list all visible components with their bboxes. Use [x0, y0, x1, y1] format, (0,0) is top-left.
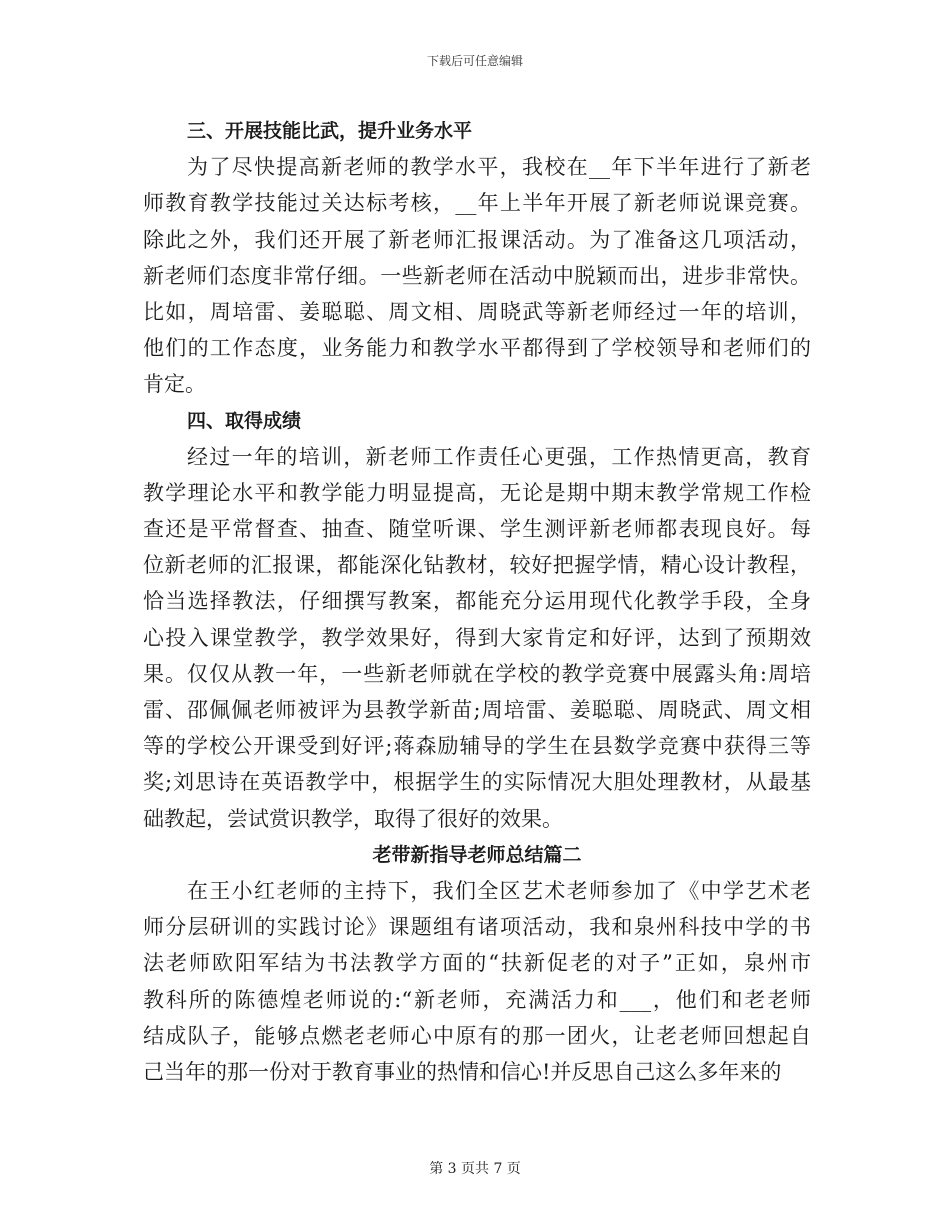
paragraph-line: 位新老师的汇报课，都能深化钻教材，较好把握学情，精心设计教程，	[143, 553, 811, 578]
paragraph-line: 他们的工作态度，业务能力和教学水平都得到了学校领导和老师们的	[143, 336, 811, 361]
section-heading	[143, 113, 811, 149]
paragraph-line: 除此之外，我们还开展了新老师汇报课活动。为了准备这几项活动，	[143, 227, 811, 252]
paragraph	[143, 873, 811, 1090]
paragraph-line: 肯定。	[143, 372, 206, 397]
paragraph-line: 果。仅仅从教一年，一些新老师就在学校的教学竞赛中展露头角:周培	[143, 661, 811, 686]
paragraph-line: 雷、邵佩佩老师被评为县教学新苗;周培雷、姜聪聪、周晓武、周文相	[143, 698, 811, 722]
paragraph-line: 结成队子，能够点燃老老师心中原有的那一团火，让老老师回想起自	[143, 1023, 811, 1048]
subtitle-text: 老带新指导老师总结篇二	[372, 843, 582, 866]
paragraph-line: 比如，周培雷、姜聪聪、周文相、周晓武等新老师经过一年的培训，	[143, 299, 811, 324]
paragraph-line: 法老师欧阳军结为书法教学方面的“扶新促老的对子”正如，泉州市	[143, 951, 811, 976]
article-subtitle	[143, 837, 811, 873]
paragraph-line: 己当年的那一份对于教育事业的热情和信心!并反思自己这么多年来的	[143, 1059, 782, 1084]
paragraph-line: 教科所的陈德煌老师说的:“新老师，充满活力和___，他们和老老师	[143, 987, 811, 1012]
paragraph-line: 在王小红老师的主持下，我们全区艺术老师参加了《中学艺术老	[187, 878, 811, 903]
paragraph-line: 恰当选择教法，仔细撰写教案，都能充分运用现代化教学手段，全身	[143, 589, 811, 614]
paragraph	[143, 439, 811, 837]
page-footer: 第 3 页共 7 页	[429, 1161, 521, 1177]
paragraph-line: 等的学校公开课受到好评;蒋森励辅导的学生在县数学竞赛中获得三等	[143, 734, 811, 759]
page-header: 下载后可任意编辑	[426, 54, 523, 68]
paragraph-line: 为了尽快提高新老师的教学水平，我校在__年下半年进行了新老	[187, 155, 811, 180]
paragraph-line: 心投入课堂教学，教学效果好，得到大家肯定和好评，达到了预期效	[143, 625, 811, 650]
paragraph-line: 奖;刘思诗在英语教学中，根据学生的实际情况大胆处理教材，从最基	[143, 770, 811, 795]
section-heading	[143, 403, 811, 439]
paragraph-line: 师教育教学技能过关达标考核，__年上半年开展了新老师说课竞赛。	[143, 191, 811, 216]
paragraph	[143, 149, 811, 402]
heading-text: 三、开展技能比武，提升业务水平	[187, 120, 473, 142]
paragraph-line: 查还是平常督查、抽查、随堂听课、学生测评新老师都表现良好。每	[143, 517, 811, 542]
paragraph-line: 师分层研训的实践讨论》课题组有诸项活动，我和泉州科技中学的书	[143, 915, 811, 940]
paragraph-line: 教学理论水平和教学能力明显提高，无论是期中期末教学常规工作检	[143, 480, 811, 505]
paragraph-line: 础教起，尝试赏识教学，取得了很好的效果。	[143, 806, 563, 831]
paragraph-line: 经过一年的培训，新老师工作责任心更强，工作热情更高，教育	[187, 444, 811, 469]
paragraph-line: 新老师们态度非常仔细。一些新老师在活动中脱颖而出，进步非常快。	[143, 263, 811, 288]
document-body	[143, 113, 811, 1090]
heading-text: 四、取得成绩	[187, 409, 302, 432]
